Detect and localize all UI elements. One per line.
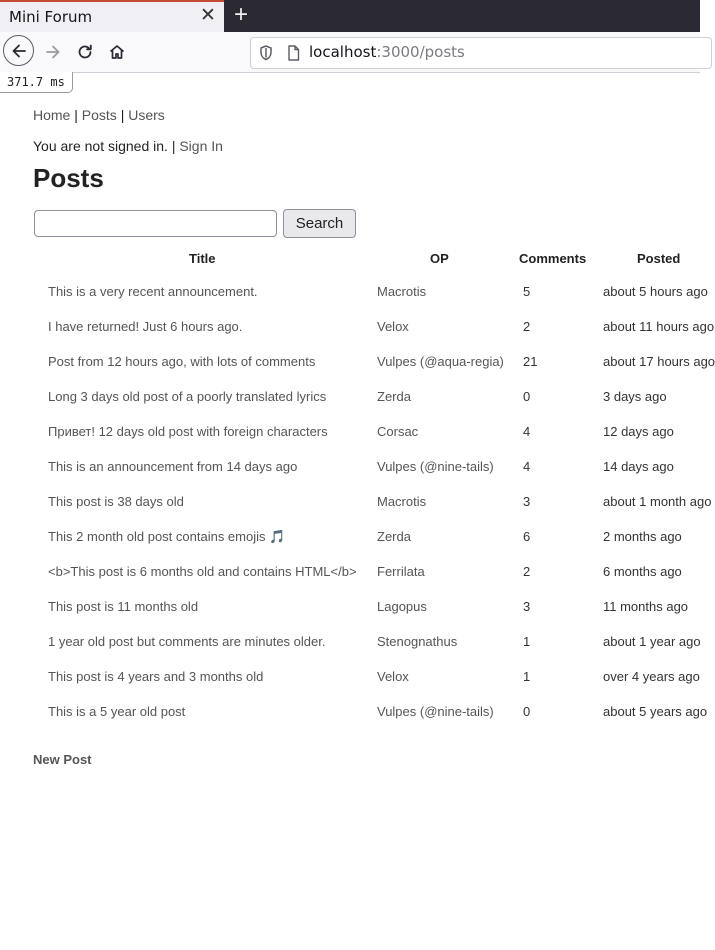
url-path: :3000/posts — [376, 43, 465, 61]
post-posted-time: about 17 hours ago — [603, 354, 715, 369]
posts-table — [0, 274, 715, 729]
post-op-link[interactable]: Corsac — [377, 424, 419, 439]
page-title: Posts — [33, 163, 104, 193]
column-header-posted: Posted — [637, 251, 681, 266]
post-comment-count: 6 — [523, 529, 531, 544]
post-op-link[interactable]: Vulpes (@aqua-regia) — [377, 354, 504, 369]
table-row — [0, 589, 700, 624]
post-op-link[interactable]: Lagopus — [377, 599, 427, 614]
timing-badge: 371.7 ms — [0, 72, 73, 93]
post-comment-count: 0 — [523, 389, 531, 404]
tab-title: Mini Forum — [9, 8, 93, 26]
post-op-link[interactable]: Stenognathus — [377, 634, 458, 649]
post-posted-time: 11 months ago — [603, 599, 689, 614]
sign-in-link[interactable]: Sign In — [179, 138, 223, 154]
post-comment-count: 4 — [523, 424, 531, 439]
post-title-link[interactable]: This is an announcement from 14 days ago — [48, 459, 298, 474]
post-comment-count: 1 — [523, 634, 531, 649]
site-nav — [33, 107, 165, 123]
table-row — [0, 519, 700, 554]
table-row — [0, 344, 715, 379]
table-row — [0, 379, 700, 414]
post-title-link[interactable]: This post is 38 days old — [48, 494, 184, 509]
post-posted-time: about 5 hours ago — [603, 284, 708, 299]
post-title-link[interactable]: This post is 11 months old — [48, 599, 199, 614]
shield-icon[interactable] — [259, 45, 273, 61]
post-posted-time: about 1 year ago — [603, 634, 701, 649]
table-row — [0, 309, 715, 344]
post-title-link[interactable]: This post is 4 years and 3 months old — [48, 669, 264, 684]
reload-button[interactable] — [69, 36, 101, 68]
arrow-left-icon — [10, 42, 28, 60]
table-row — [0, 274, 708, 309]
url-text[interactable] — [309, 43, 465, 61]
search-button[interactable]: Search — [283, 209, 356, 238]
post-title-link[interactable]: Привет! 12 days old post with foreign characters — [48, 424, 328, 439]
page-icon — [287, 45, 300, 61]
table-row — [0, 694, 708, 729]
post-op-link[interactable]: Vulpes (@nine-tails) — [377, 704, 494, 719]
forward-button[interactable] — [37, 36, 69, 68]
table-row — [0, 554, 700, 589]
back-button[interactable] — [3, 35, 34, 66]
browser-tab-bar — [0, 0, 700, 32]
post-posted-time: about 11 hours ago — [603, 319, 715, 334]
nav-link-posts[interactable]: Posts — [81, 107, 117, 123]
post-op-link[interactable]: Vulpes (@nine-tails) — [377, 459, 494, 474]
post-posted-time: over 4 years ago — [603, 669, 700, 684]
home-button[interactable] — [101, 36, 133, 68]
post-title-link[interactable]: Post from 12 hours ago, with lots of comments — [48, 354, 316, 369]
post-posted-time: 14 days ago — [603, 459, 674, 474]
post-comment-count: 3 — [523, 494, 531, 509]
post-title-link[interactable]: This 2 month old post contains emojis 🎵 — [48, 529, 286, 544]
table-row — [0, 624, 700, 659]
url-bar[interactable] — [250, 37, 712, 69]
post-comment-count: 3 — [523, 599, 531, 614]
post-comment-count: 5 — [523, 284, 531, 299]
search-input[interactable] — [34, 210, 277, 237]
post-posted-time: 2 months ago — [603, 529, 682, 544]
url-host: localhost — [309, 43, 377, 61]
browser-nav-bar — [0, 32, 700, 73]
post-op-link[interactable]: Zerda — [377, 389, 411, 404]
browser-tab[interactable] — [0, 2, 224, 32]
auth-separator: | — [171, 138, 176, 154]
post-comment-count: 21 — [523, 354, 538, 369]
post-title-link[interactable]: This is a very recent announcement. — [48, 284, 258, 299]
signed-out-text: You are not signed in. — [33, 138, 168, 154]
post-title-link[interactable]: <b>This post is 6 months old and contains HTML</b> — [48, 564, 357, 579]
column-header-title: Title — [189, 251, 216, 266]
post-title-link[interactable]: This is a 5 year old post — [48, 704, 186, 719]
post-op-link[interactable]: Zerda — [377, 529, 411, 544]
post-op-link[interactable]: Macrotis — [377, 494, 427, 509]
post-title-link[interactable]: 1 year old post but comments are minutes older. — [48, 634, 326, 649]
post-comment-count: 1 — [523, 669, 531, 684]
table-row — [0, 414, 700, 449]
post-comment-count: 2 — [523, 319, 531, 334]
post-comment-count: 0 — [523, 704, 531, 719]
arrow-right-icon — [44, 43, 62, 61]
table-row — [0, 449, 700, 484]
column-header-op: OP — [430, 251, 449, 266]
post-comment-count: 4 — [523, 459, 531, 474]
post-comment-count: 2 — [523, 564, 531, 579]
nav-link-home[interactable]: Home — [33, 107, 71, 123]
nav-separator: | — [74, 107, 78, 123]
post-op-link[interactable]: Velox — [377, 669, 409, 684]
post-title-link[interactable]: Long 3 days old post of a poorly translated lyrics — [48, 389, 327, 404]
table-row — [0, 484, 712, 519]
new-post-link[interactable]: New Post — [33, 752, 92, 767]
post-posted-time: 6 months ago — [603, 564, 682, 579]
post-op-link[interactable]: Macrotis — [377, 284, 427, 299]
post-posted-time: 3 days ago — [603, 389, 667, 404]
home-icon — [108, 43, 126, 61]
reload-icon — [76, 43, 94, 61]
post-op-link[interactable]: Ferrilata — [377, 564, 425, 579]
post-posted-time: about 5 years ago — [603, 704, 708, 719]
post-posted-time: about 1 month ago — [603, 494, 712, 509]
post-posted-time: 12 days ago — [603, 424, 674, 439]
column-header-comments: Comments — [519, 251, 587, 266]
nav-separator: | — [120, 107, 125, 123]
post-title-link[interactable]: I have returned! Just 6 hours ago. — [48, 319, 243, 334]
nav-link-users[interactable]: Users — [128, 107, 165, 123]
post-op-link[interactable]: Velox — [377, 319, 409, 334]
new-tab-button[interactable]: + — [233, 1, 248, 28]
auth-status — [33, 138, 223, 154]
close-tab-icon[interactable]: ✕ — [200, 5, 216, 26]
table-row — [0, 659, 700, 694]
